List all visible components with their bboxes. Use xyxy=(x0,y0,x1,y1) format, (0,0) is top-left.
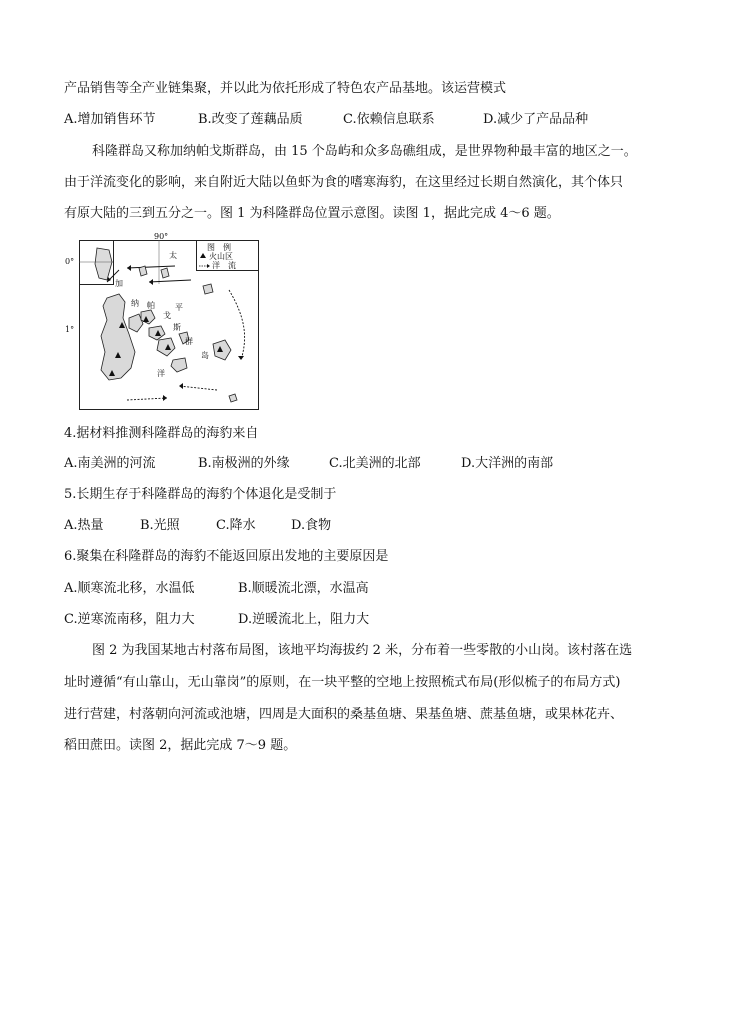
passage1-line2: 由于洋流变化的影响，来自附近大陆以鱼虾为食的嗜寒海豹，在这里经过长期自然演化，其个体只 xyxy=(64,175,624,190)
question-4-stem: 4.据材料推测科隆群岛的海豹来自 xyxy=(64,426,259,441)
question-5-stem: 5.长期生存于科隆群岛的海豹个体退化是受制于 xyxy=(64,487,337,502)
q6-option-a: A.顺寒流北移，水温低 xyxy=(64,581,195,596)
place-char-na: 纳 xyxy=(131,299,139,308)
line-q3-stem-tail: 产品销售等全产业链集聚，并以此为依托形成了特色农产品基地。该运营模式 xyxy=(64,81,507,96)
passage2-line2: 址时遵循“有山靠山，无山靠岗”的原则，在一块平整的空地上按照梳式布局(形似梳子的布局方式) xyxy=(64,675,621,690)
q3-option-c: C.依赖信息联系 xyxy=(343,112,435,127)
q4-option-d: D.大洋洲的南部 xyxy=(461,456,554,471)
q4-options xyxy=(64,454,553,474)
q5-option-b: B.光照 xyxy=(140,518,180,533)
place-char-ge: 戈 xyxy=(163,311,171,320)
q5-option-a: A.热量 xyxy=(64,518,104,533)
lat-1-label: 1° xyxy=(65,325,75,334)
place-char-pa: 帕 xyxy=(147,301,155,310)
place-char-si: 斯 xyxy=(173,323,181,332)
q6-options-row2 xyxy=(64,610,369,630)
place-char-yang: 洋 xyxy=(157,369,165,378)
passage2-line3: 进行营建，村落朝向河流或池塘，四周是大面积的桑基鱼塘、果基鱼塘、蔗基鱼塘，或果林花卉、 xyxy=(64,707,624,722)
q6-option-c: C.逆寒流南移，阻力大 xyxy=(64,612,195,627)
place-char-ping: 平 xyxy=(175,303,183,312)
legend-volcano-label: 火山区 xyxy=(209,252,233,261)
passage2-line1: 图 2 为我国某地古村落布局图，该地平均海拔约 2 米，分布着一些零散的小山岗。该村落在选 xyxy=(92,643,633,658)
place-char-tai: 太 xyxy=(169,251,177,260)
q5-option-c: C.降水 xyxy=(216,518,256,533)
q3-option-b: B.改变了莲藕品质 xyxy=(198,112,303,127)
q6-option-d: D.逆暖流北上，阻力大 xyxy=(238,612,370,627)
passage2-line4: 稻田蔗田。读图 2，据此完成 7～9 题。 xyxy=(64,738,297,753)
question-6-stem: 6.聚集在科隆群岛的海豹不能返回原出发地的主要原因是 xyxy=(64,549,389,564)
passage1-line1: 科隆群岛又称加纳帕戈斯群岛，由 15 个岛屿和众多岛礁组成，是世界物种最丰富的地区之一。 xyxy=(92,144,637,159)
passage1-line3: 有原大陆的三到五分之一。图 1 为科隆群岛位置示意图。读图 1，据此完成 4～6 题。 xyxy=(64,206,560,221)
q3-options xyxy=(64,110,588,130)
q5-options xyxy=(64,516,331,536)
place-char-dao: 岛 xyxy=(201,351,209,360)
longitude-label: 90° xyxy=(154,232,169,241)
q3-option-d: D.减少了产品品种 xyxy=(483,112,589,127)
q6-options-row1 xyxy=(64,579,369,599)
q6-option-b: B.顺暖流北漂，水温高 xyxy=(238,581,369,596)
q4-option-a: A.南美洲的河流 xyxy=(64,456,156,471)
legend-title: 图 例 xyxy=(207,243,231,252)
q4-option-c: C.北美洲的北部 xyxy=(329,456,421,471)
legend-current-label: 洋 流 xyxy=(212,261,236,270)
place-char-jia: 加 xyxy=(115,279,123,288)
lat-0-label: 0° xyxy=(65,257,75,266)
q4-option-b: B.南极洲的外缘 xyxy=(198,456,290,471)
galapagos-location-map xyxy=(65,232,259,410)
q5-option-d: D.食物 xyxy=(291,518,332,533)
place-char-qun: 群 xyxy=(185,337,193,346)
q3-option-a: A.增加销售环节 xyxy=(64,112,156,127)
